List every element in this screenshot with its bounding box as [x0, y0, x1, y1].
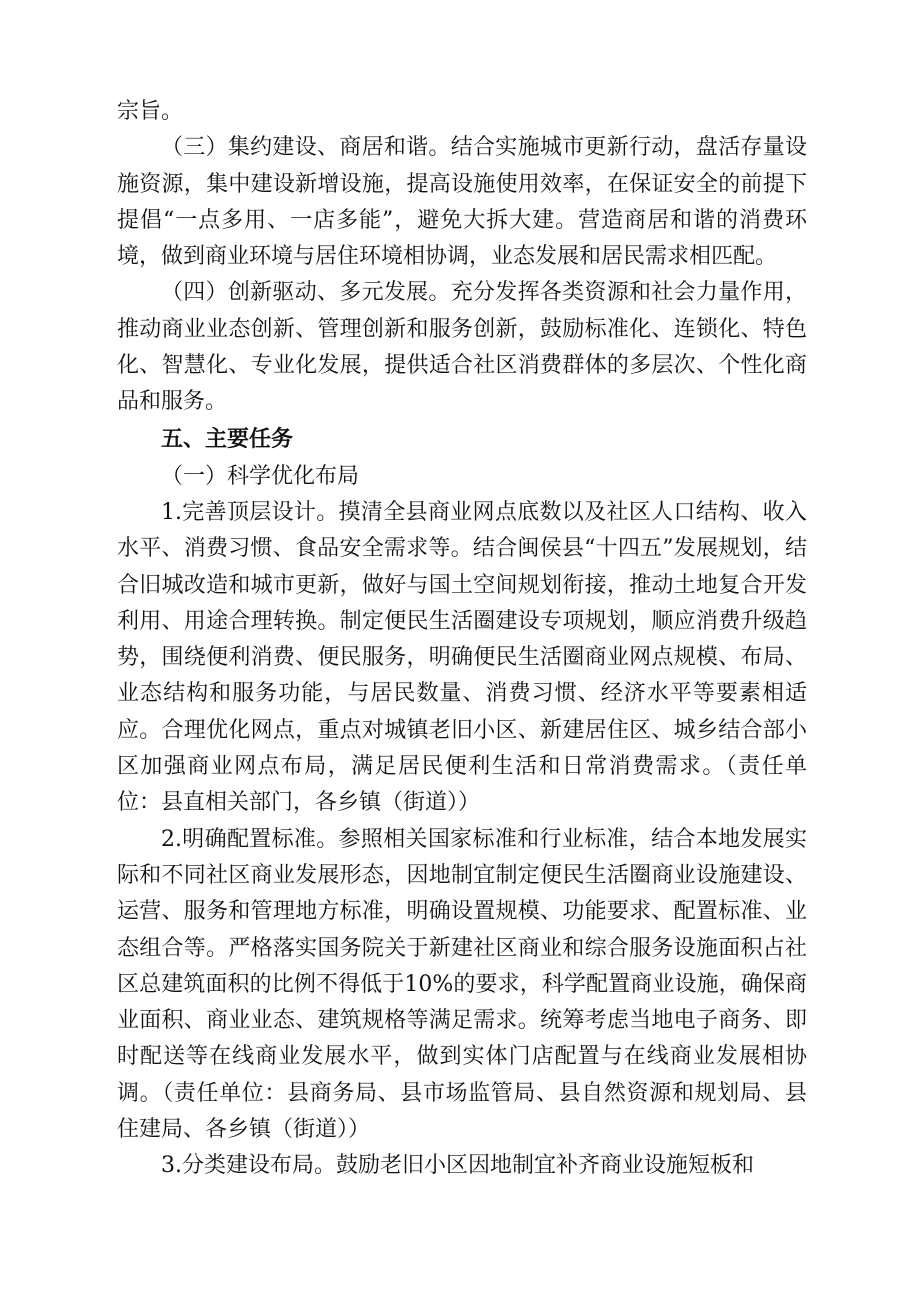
paragraph-principle-three: （三）集约建设、商居和谐。结合实施城市更新行动，盘活存量设施资源，集中建设新增设施，提高设施使用效率，在保证安全的前提下提倡“一点多用、一店多能”，避免大拆大建。营造商居和谐的消费环境，做到商业环境与居住环境相协调，业态发展和居民需求相匹配。 — [117, 135, 807, 270]
section-heading-main-tasks: 五、主要任务 — [161, 426, 294, 452]
paragraph-task-3: 3.分类建设布局。鼓励老旧小区因地制宜补齐商业设施短板和 — [161, 1153, 754, 1179]
paragraph-task-1: 1.完善顶层设计。摸清全县商业网点底数以及社区人口结构、收入水平、消费习惯、食品安全需求等。结合闽侯县“十四五”发展规划，结合旧城改造和城市更新，做好与国土空间规划衔接，推动土地复合开发利用、用途合理转换。制定便民生活圈建设专项规划，顺应消费升级趋势，围绕便利消费、便民服务，明确便民生活圈商业网点规模、布局、业态结构和服务功能，与居民数量、消费习惯、经济水平等要素相适应。合理优化网点，重点对城镇老旧小区、新建居住区、城乡结合部小区加强商业网点布局，满足居民便利生活和日常消费需求。（责任单位：县直相关部门，各乡镇（街道）） — [117, 499, 807, 816]
paragraph-continuation: 宗旨。 — [117, 99, 184, 124]
paragraph-task-2: 2.明确配置标准。参照相关国家标准和行业标准，结合本地发展实际和不同社区商业发展形态，因地制宜制定便民生活圈商业设施建设、运营、服务和管理地方标准，明确设置规模、功能要求、配置标准、业态组合等。严格落实国务院关于新建社区商业和综合服务设施面积占社区总建筑面积的比例不得低于10%的要求，科学配置商业设施，确保商业面积、商业业态、建筑规格等满足需求。统筹考虑当地电子商务、即时配送等在线商业发展水平，做到实体门店配置与在线商业发展相协调。（责任单位：县商务局、县市场监管局、县自然资源和规划局、县住建局、各乡镇（街道）） — [117, 826, 807, 1143]
paragraph-principle-four: （四）创新驱动、多元发展。充分发挥各类资源和社会力量作用，推动商业业态创新、管理创新和服务创新，鼓励标准化、连锁化、特色化、智慧化、专业化发展，提供适合社区消费群体的多层次、个性化商品和服务。 — [117, 280, 807, 415]
subheading-optimize-layout: （一）科学优化布局 — [161, 463, 360, 489]
document-body — [117, 94, 807, 1185]
